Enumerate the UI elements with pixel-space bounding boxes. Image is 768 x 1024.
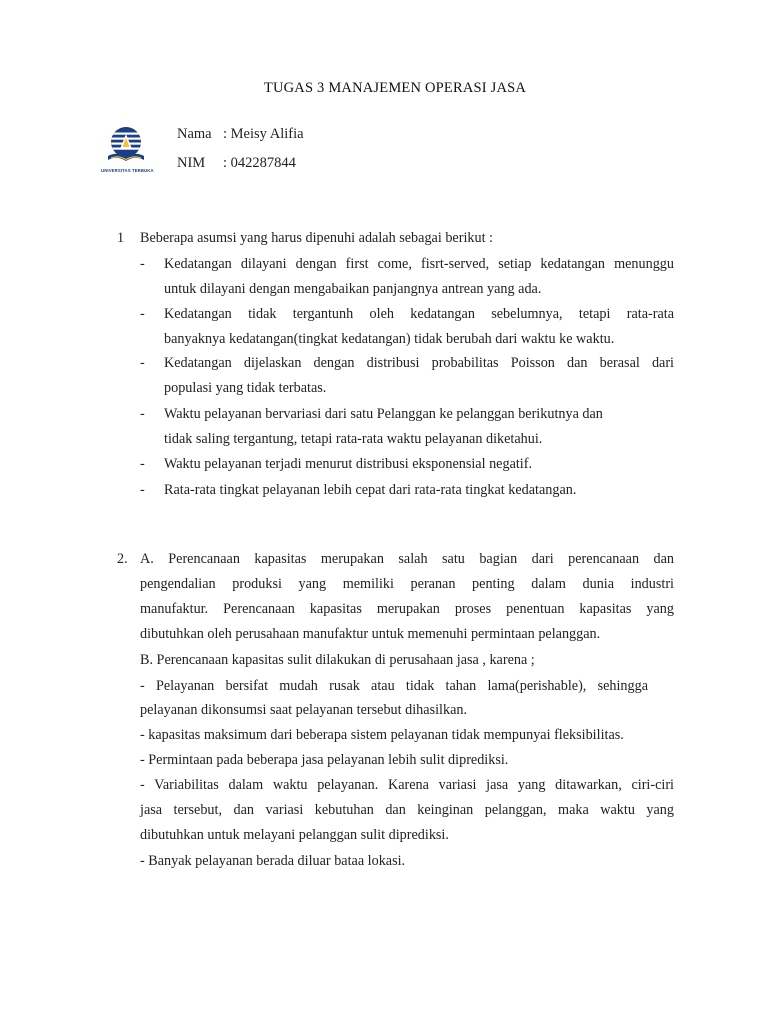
q1-item-4-line-2: tidak saling tergantung, tetapi rata-rata waktu pelayanan diketahui.: [164, 431, 543, 447]
q1-item-1-line-1: Kedatangan dilayani dengan first come, fisrt-served, setiap kedatangan menunggu: [164, 256, 674, 272]
q2-line-2: pengendalian produksi yang memiliki peranan penting dalam dunia industri: [140, 576, 674, 592]
q2-line-7: pelayanan dikonsumsi saat pelayanan tersebut dihasilkan.: [140, 702, 468, 718]
q1-item-4-line-1: Waktu pelayanan bervariasi dari satu Pelanggan ke pelanggan berikutnya dan: [164, 406, 603, 422]
university-logo: [101, 124, 154, 176]
bullet-dash: -: [140, 306, 145, 322]
q2-line-3: manufaktur. Perencanaan kapasitas merupakan proses penentuan kapasitas yang: [140, 601, 674, 617]
q1-item-3-line-1: Kedatangan dijelaskan dengan distribusi probabilitas Poisson dan berasal dari: [164, 355, 674, 371]
name-value: : Meisy Alifia: [223, 126, 304, 142]
q1-item-2-line-2: banyaknya kedatangan(tingkat kedatangan) tidak berubah dari waktu ke waktu.: [164, 331, 615, 347]
q2-line-4: dibutuhkan oleh perusahaan manufaktur untuk memenuhi permintaan pelanggan.: [140, 626, 601, 642]
name-row: [177, 126, 304, 143]
q2-line-6: - Pelayanan bersifat mudah rusak atau tidak tahan lama(perishable), sehingga: [140, 678, 648, 694]
university-logo-icon: [101, 124, 151, 168]
bullet-dash: -: [140, 482, 145, 498]
nim-label: NIM: [177, 155, 206, 171]
nim-value: : 042287844: [223, 155, 296, 171]
q2-line-8: - kapasitas maksimum dari beberapa sistem pelayanan tidak mempunyai fleksibilitas.: [140, 727, 624, 743]
question-2-number: 2.: [117, 551, 128, 567]
question-1-number: 1: [117, 230, 125, 246]
q1-item-6-line-1: Rata-rata tingkat pelayanan lebih cepat dari rata-rata tingkat kedatangan.: [164, 482, 577, 498]
nim-row: [177, 155, 296, 172]
q2-line-5: B. Perencanaan kapasitas sulit dilakukan di perusahaan jasa , karena ;: [140, 652, 535, 668]
bullet-dash: -: [140, 406, 145, 422]
bullet-dash: -: [140, 456, 145, 472]
q1-item-1-line-2: untuk dilayani dengan mengabaikan panjangnya antrean yang ada.: [164, 281, 542, 297]
q2-line-10: - Variabilitas dalam waktu pelayanan. Karena variasi jasa yang ditawarkan, ciri-ciri: [140, 777, 674, 793]
q1-item-3-line-2: populasi yang tidak terbatas.: [164, 380, 327, 396]
logo-text: UNIVERSITAS TERBUKA: [101, 168, 154, 173]
q1-item-2-line-1: Kedatangan tidak tergantunh oleh kedatangan sebelumnya, tetapi rata-rata: [164, 306, 674, 322]
q1-item-5-line-1: Waktu pelayanan terjadi menurut distribusi eksponensial negatif.: [164, 456, 533, 472]
bullet-dash: -: [140, 256, 145, 272]
q2-line-11: jasa tersebut, dan variasi kebutuhan dan keinginan pelanggan, maka waktu yang: [140, 802, 674, 818]
document-title: TUGAS 3 MANAJEMEN OPERASI JASA: [263, 80, 527, 96]
name-label: Nama: [177, 126, 212, 142]
question-1-intro: Beberapa asumsi yang harus dipenuhi adalah sebagai berikut :: [140, 230, 493, 246]
q2-line-13: - Banyak pelayanan berada diluar bataa lokasi.: [140, 853, 406, 869]
q2-line-12: dibutuhkan untuk melayani pelanggan sulit diprediksi.: [140, 827, 449, 843]
q2-line-1: A. Perencanaan kapasitas merupakan salah satu bagian dari perencanaan dan: [140, 551, 674, 567]
q2-line-9: - Permintaan pada beberapa jasa pelayanan lebih sulit diprediksi.: [140, 752, 509, 768]
bullet-dash: -: [140, 355, 145, 371]
